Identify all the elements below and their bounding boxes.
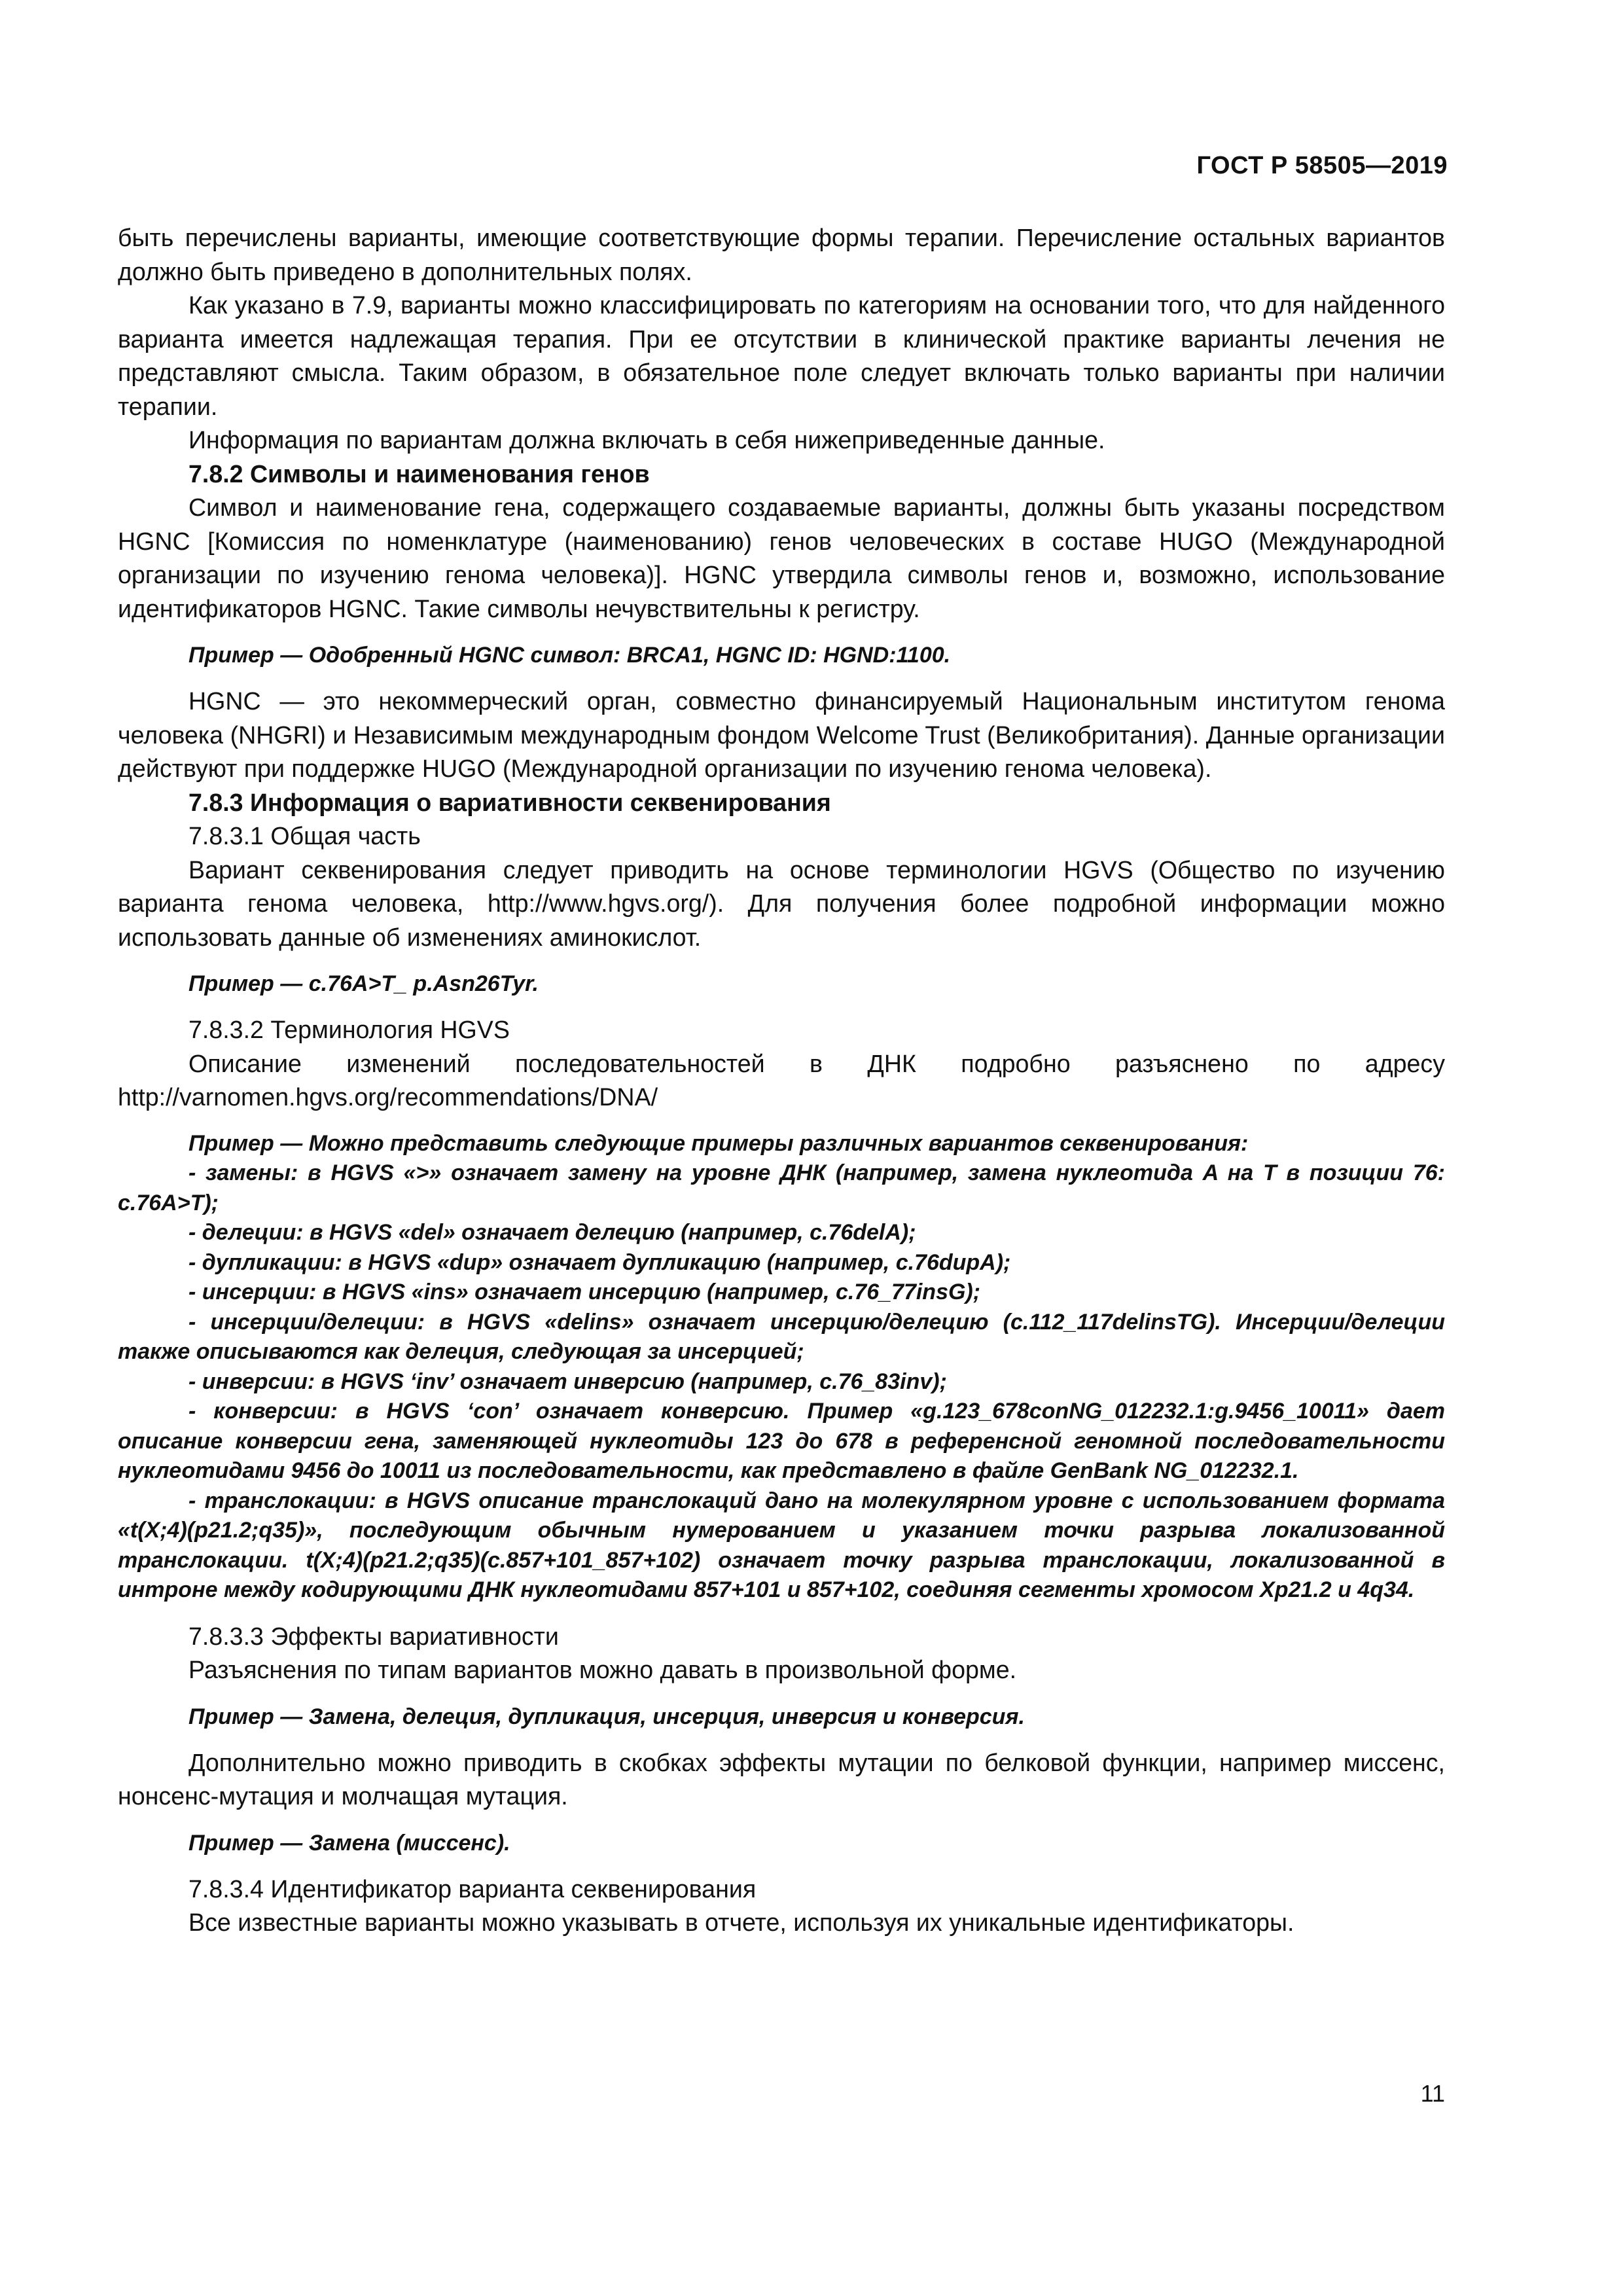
paragraph: Как указано в 7.9, варианты можно классифицировать по категориям на основании того, что для найденного варианта имеется надлежащая терапия. При ее отсутствии в клинической практике варианты лечения не представляют смысла. Таким образом, в обязательное поле следует включать только варианты при наличии терапии. [118,291,1445,420]
example-line: Пример — Можно представить следующие примеры различных вариантов секвенирования: [188,1130,1249,1156]
document-body [118,221,1445,1940]
example-line: - замены: в HGVS «>» означает замену на уровне ДНК (например, замена нуклеотида A на T в позиции 76: c.76A>T); [118,1160,1445,1215]
paragraph: быть перечислены варианты, имеющие соответствующие формы терапии. Перечисление остальных вариантов должно быть приведено в дополнительных полях. [118,224,1445,285]
example-line: - инверсии: в HGVS ‘inv’ означает инверсию (например, c.76_83inv); [188,1369,947,1394]
page-number: 11 [1420,2080,1445,2107]
example-line: - делеции: в HGVS «del» означает делецию (например, c.76delA); [188,1220,916,1245]
subsection-heading-7-8-3-1: 7.8.3.1 Общая часть [188,822,421,850]
example-note: Пример — Замена (миссенс). [188,1830,510,1856]
example-line: - дупликации: в HGVS «dup» означает дупликацию (например, c.76dupA); [188,1249,1011,1275]
paragraph: Дополнительно можно приводить в скобках эффекты мутации по белковой функции, например миссенс, нонсенс-мутация и молчащая мутация. [118,1748,1445,1810]
example-line: - инсерции/делеции: в HGVS «delins» означает инсерцию/делецию (c.112_117delinsTG). Инсерции/делеции также описываются как делеция, следующая за инсерцией; [118,1309,1445,1364]
section-heading-7-8-2: 7.8.2 Символы и наименования генов [188,459,650,488]
example-block-hgvs [118,1129,1445,1605]
section-heading-7-8-3: 7.8.3 Информация о вариативности секвенирования [188,788,831,816]
subsection-heading-7-8-3-2: 7.8.3.2 Терминология HGVS [188,1016,510,1043]
paragraph: Информация по вариантам должна включать в себя нижеприведенные данные. [188,426,1105,454]
subsection-heading-7-8-3-4: 7.8.3.4 Идентификатор варианта секвенирования [188,1874,757,1903]
paragraph: Символ и наименование гена, содержащего создаваемые варианты, должны быть указаны посредством HGNC [Комиссия по номенклатуре (наименованию) генов человеческих в составе HUGO (Международной организации по изучению генома человека)]. HGNC утвердила символы генов и, возможно, использование идентификаторов HGNC. Такие символы нечувствительны к регистру. [118,493,1445,622]
paragraph: Вариант секвенирования следует приводить на основе терминологии HGVS (Общество по изучению варианта генома человека, http://www.hgvs.org/). Для получения более подробной информации можно использовать данные об изменениях аминокислот. [118,855,1445,951]
subsection-heading-7-8-3-3: 7.8.3.3 Эффекты вариативности [188,1622,559,1650]
example-line: - инсерции: в HGVS «ins» означает инсерцию (например, c.76_77insG); [188,1280,981,1304]
paragraph: Описание изменений последовательностей в ДНК подробно разъяснено по адресу http://varnomen.hgvs.org/recommendations/DNA/ [118,1049,1445,1111]
example-note: Пример — Замена, делеция, дупликация, инсерция, инверсия и конверсия. [188,1704,1025,1729]
example-note: Пример — Одобренный HGNC символ: BRCA1, HGNC ID: HGND:1100. [188,643,951,668]
document-header-standard: ГОСТ Р 58505—2019 [1196,152,1448,179]
paragraph: Разъяснения по типам вариантов можно давать в произвольной форме. [188,1656,1017,1683]
example-line: - конверсии: в HGVS ‘con’ означает конверсию. Пример «g.123_678conNG_012232.1:g.9456_10011» дает описание конверсии гена, заменяющей нуклеотиды 123 до 678 в референсной геномной последовательности нуклеотидами 9456 до 10011 из последовательности, как представлено в файле GenBank NG_012232.1. [118,1399,1445,1483]
paragraph: Все известные варианты можно указывать в отчете, используя их уникальные идентификаторы. [188,1909,1294,1936]
paragraph: HGNC — это некоммерческий орган, совместно финансируемый Национальным институтом генома человека (NHGRI) и Независимым международным фондом Welcome Trust (Великобритания). Данные организации действуют при поддержке HUGO (Международной организации по изучению генома человека). [118,687,1445,782]
example-note: Пример — c.76A>T_ p.Asn26Tyr. [188,971,539,996]
example-line: - транслокации: в HGVS описание транслокаций дано на молекулярном уровне с использованием формата «t(X;4)(p21.2;q35)», последующим обычным нумерованием и указанием точки разрыва локализованной транслокации. t(X;4)(p21.2;q35)(c.857+101_857+102) означает точку разрыва транслокации, локализованной в интроне между кодирующими ДНК нуклеотидами 857+101 и 857+102, соединяя сегменты хромосом Xp21.2 и 4q34. [118,1488,1445,1602]
